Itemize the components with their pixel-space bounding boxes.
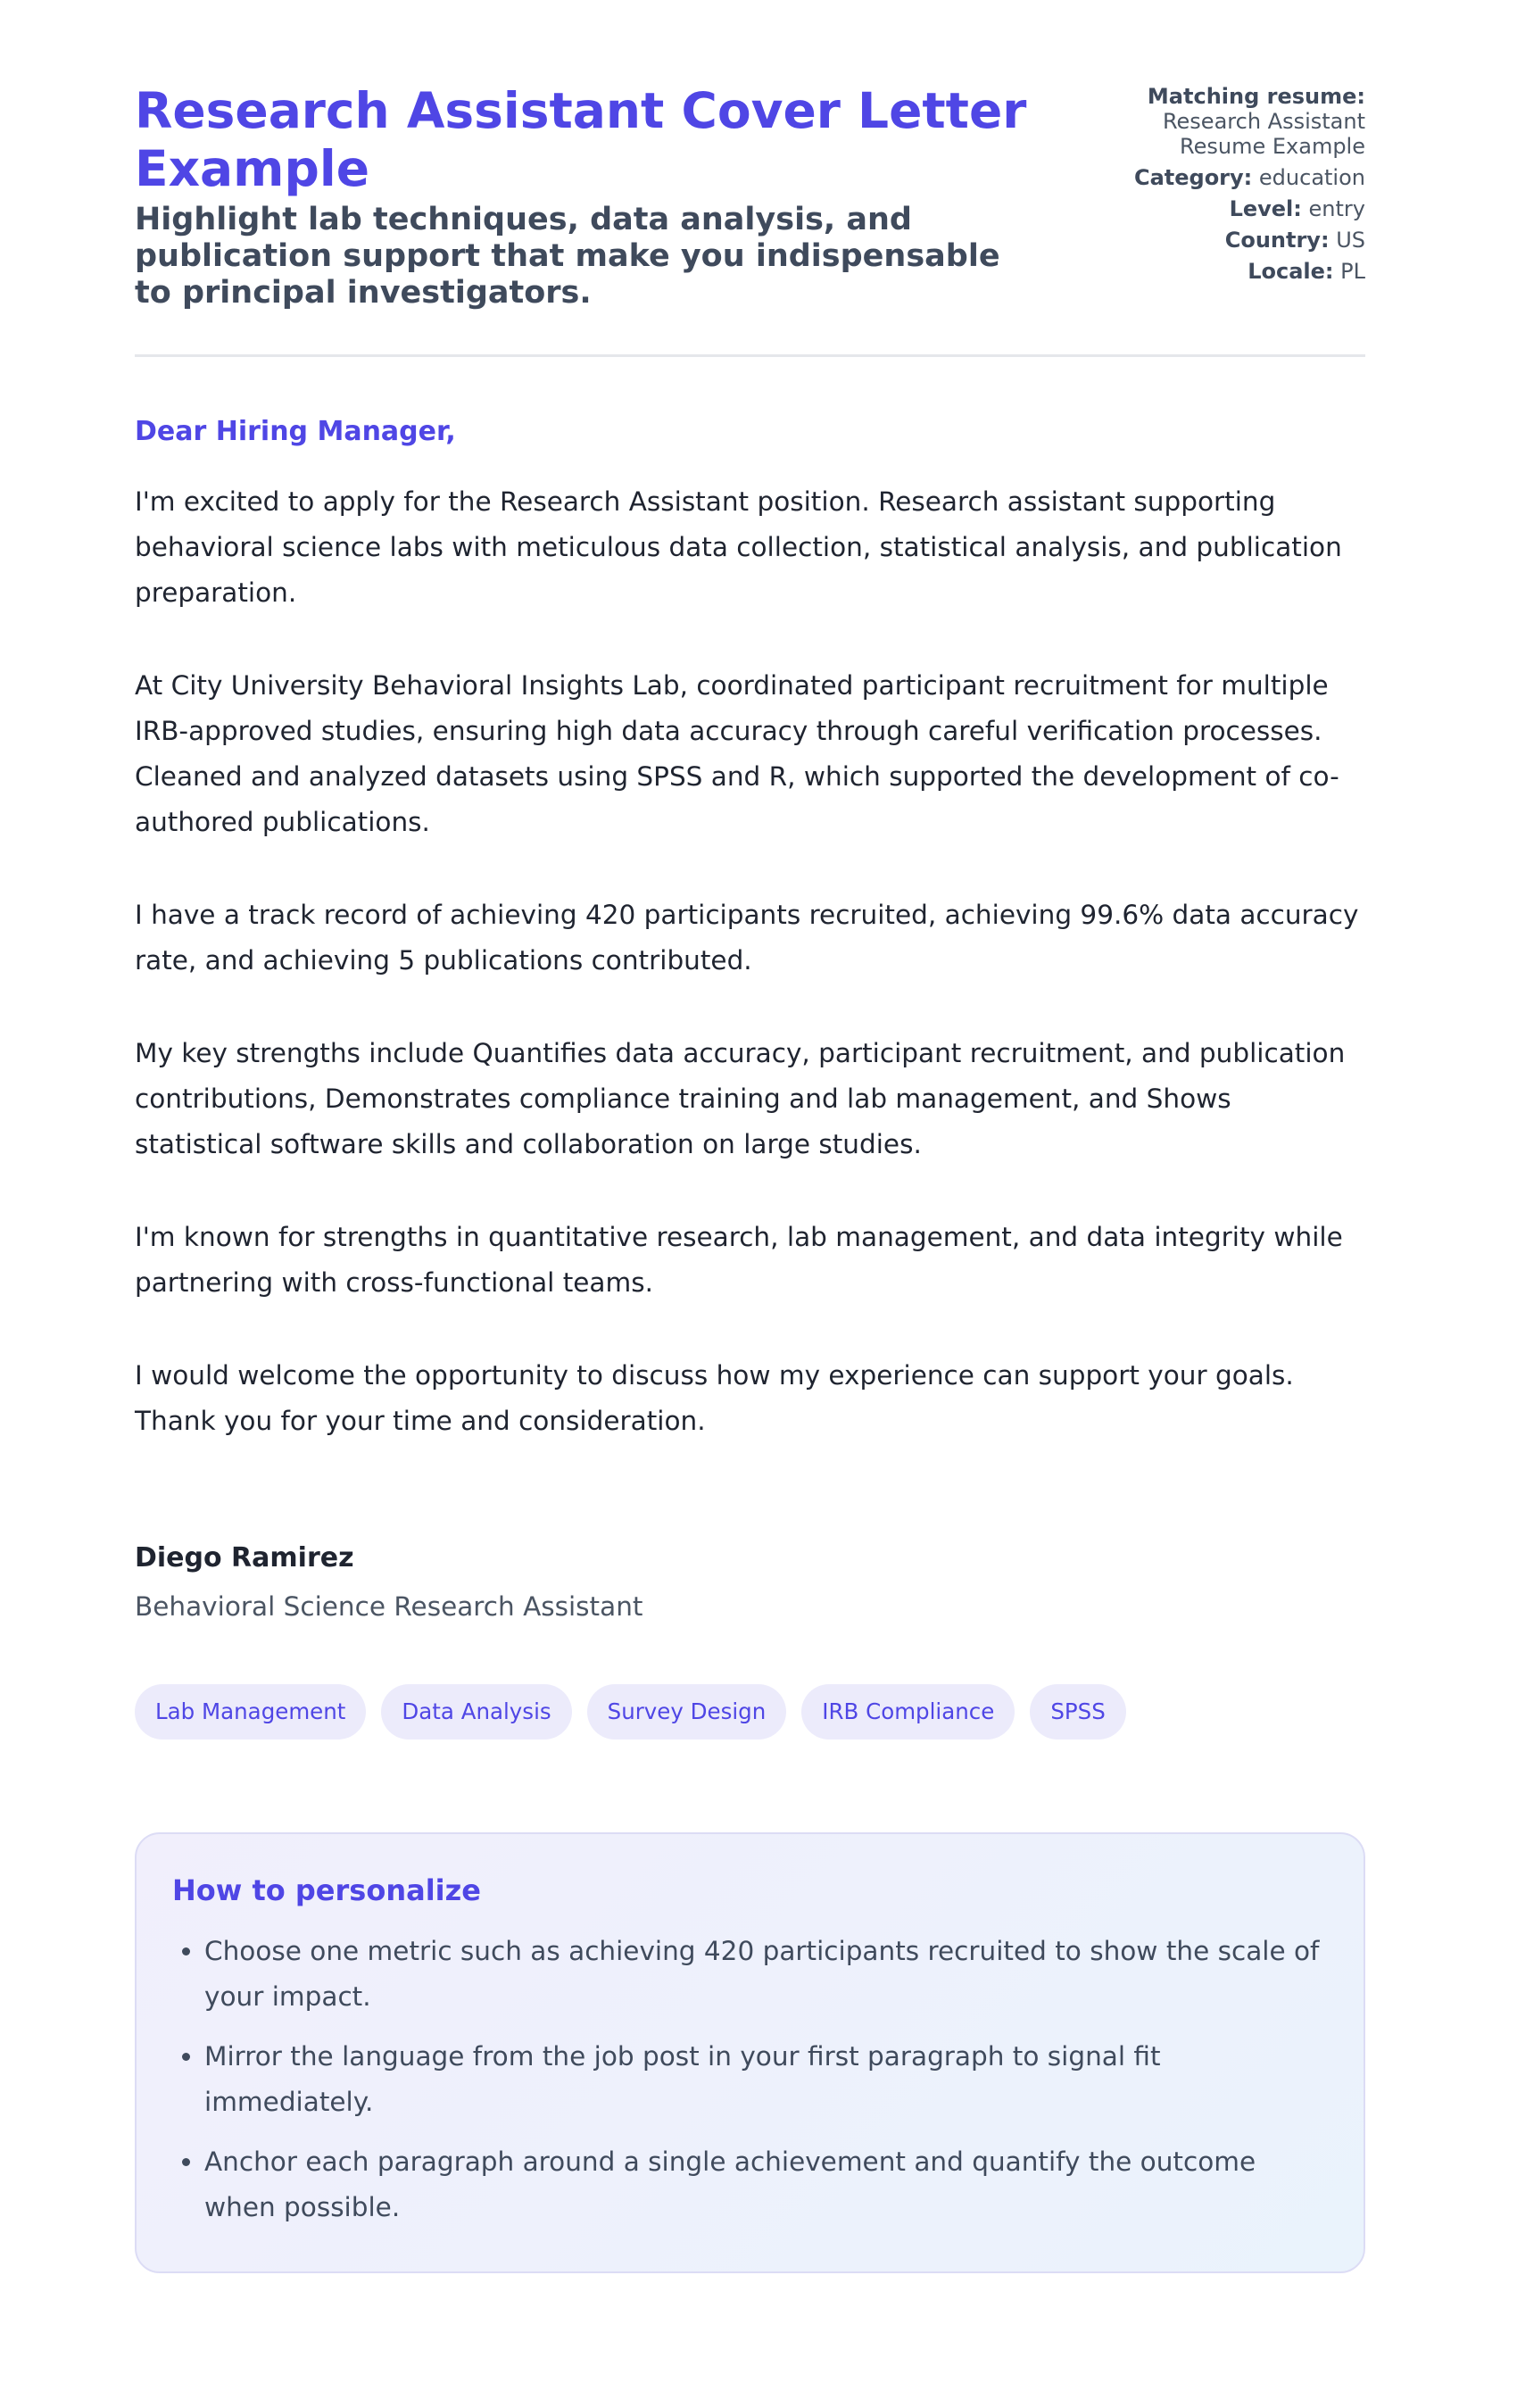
meta-level (1098, 196, 1365, 221)
meta-value: entry (1308, 196, 1365, 221)
tip-item: • Mirror the language from the job post in your first paragraph to signal fit immediately. (204, 2034, 1328, 2125)
meta-category (1098, 165, 1365, 190)
letter-paragraph: I would welcome the opportunity to discuss how my experience can support your goals. Thank you for your time and consideration. (135, 1360, 1294, 1436)
page-title: Research Assistant Cover Letter Example (135, 82, 1027, 197)
meta-matching-resume (1098, 84, 1365, 159)
letter-greeting: Dear Hiring Manager, (135, 416, 456, 447)
skill-tag: Data Analysis (381, 1684, 571, 1740)
meta-value: PL (1340, 259, 1365, 284)
page-header (135, 0, 1365, 357)
letter-paragraph: My key strengths include Quantifies data accuracy, participant recruitment, and publication contributions, Demonstrates compliance training and lab management, and Shows statistical software skills and collaboration on large studies. (135, 1038, 1346, 1159)
matching-resume-link[interactable]: Research Assistant Resume Example (1162, 109, 1365, 159)
letter-body (135, 479, 1365, 1444)
personalize-title: How to personalize (172, 1873, 481, 1907)
meta-label: Level: (1229, 196, 1302, 221)
signature-name: Diego Ramirez (135, 1542, 354, 1574)
meta-value: US (1336, 228, 1365, 253)
meta-country (1098, 228, 1365, 253)
skill-tag: Lab Management (135, 1684, 366, 1740)
meta-locale (1098, 259, 1365, 284)
meta-label: Matching resume: (1147, 84, 1365, 109)
letter-paragraph: I have a track record of achieving 420 participants recruited, achieving 99.6% data accuracy rate, and achieving 5 publications contributed. (135, 900, 1359, 976)
letter-paragraph: I'm excited to apply for the Research Assistant position. Research assistant supporting behavioral science labs with meticulous data collection, statistical analysis, and publication preparation. (135, 486, 1342, 608)
tip-item: • Anchor each paragraph around a single achievement and quantify the outcome when possible. (204, 2139, 1328, 2230)
skill-tag: Survey Design (587, 1684, 787, 1740)
skill-tag: SPSS (1030, 1684, 1125, 1740)
meta-value: education (1258, 165, 1365, 190)
meta-panel (1098, 82, 1365, 311)
personalize-box (135, 1832, 1365, 2273)
letter-paragraph: I'm known for strengths in quantitative research, lab management, and data integrity while partnering with cross-functional teams. (135, 1222, 1343, 1298)
personalize-tips (172, 1929, 1328, 2230)
meta-label: Country: (1224, 228, 1330, 253)
header-text (135, 82, 1081, 311)
meta-label: Category: (1133, 165, 1253, 190)
letter-paragraph: At City University Behavioral Insights Lab, coordinated participant recruitment for multiple IRB-approved studies, ensuring high data accuracy through careful verification processes. Cleaned and analyzed datasets using SPSS and R, which supported the development of co-authored publications. (135, 670, 1339, 837)
meta-label: Locale: (1248, 259, 1334, 284)
page (135, 0, 1365, 2273)
skill-tags (135, 1684, 1365, 1740)
page-subtitle: Highlight lab techniques, data analysis, and publication support that make you indispensable to principal investigators. (135, 202, 1000, 311)
signature-role: Behavioral Science Research Assistant (135, 1591, 643, 1622)
skill-tag: IRB Compliance (801, 1684, 1015, 1740)
tip-item: • Choose one metric such as achieving 420 participants recruited to show the scale of your impact. (204, 1929, 1328, 2020)
